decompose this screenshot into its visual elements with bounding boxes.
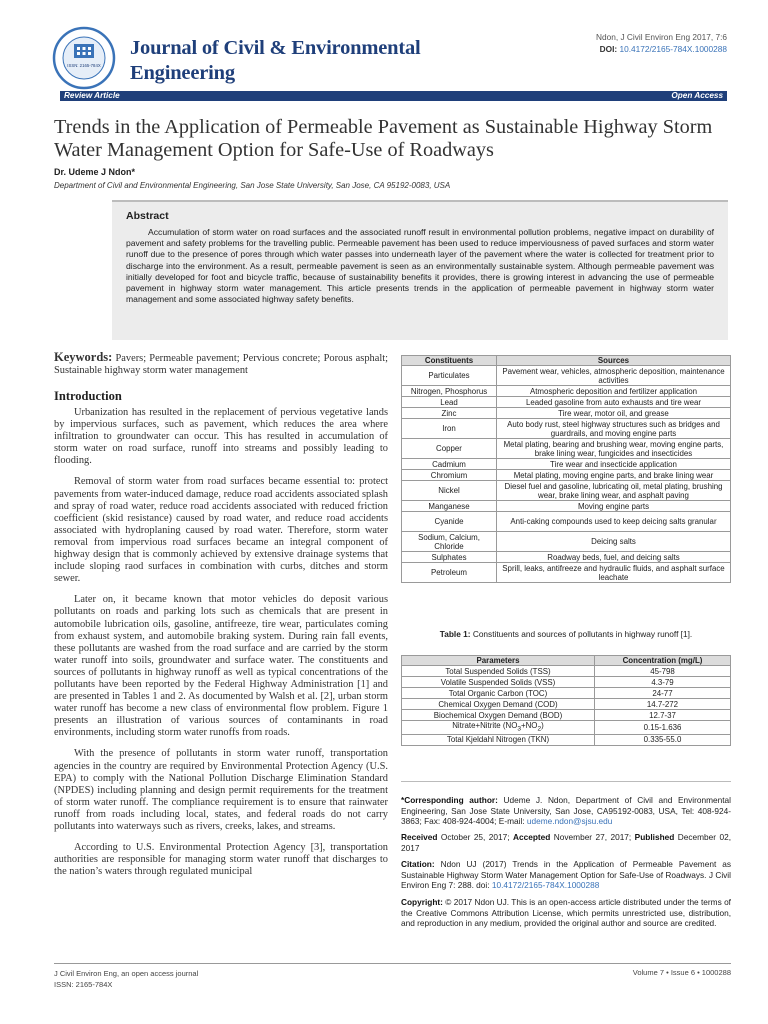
table-cell: Chromium (402, 470, 497, 481)
table-cell: Total Kjeldahl Nitrogen (TKN) (402, 734, 595, 745)
journal-logo (52, 26, 116, 90)
table-cell: Metal plating, moving engine parts, and brake lining wear (497, 470, 731, 481)
footer-journal: J Civil Environ Eng, an open access journal (54, 969, 199, 978)
intro-paragraph-4: With the presence of pollutants in storm water runoff, transportation agencies in the country are required by Environmental Protection Agency (U.S. EPA) to comply with the National Pollution Discharge Elimination Standard (NPDES) including planning and design permit requirements for the treatment of storm water runoff. The compliance requirement is to ensure that rainwater runoff from roads including local, states, and federal roads do not carry pollutants into waterways such as rivers, creeks, lakes, and streams. (54, 748, 388, 832)
author-name: Dr. Udeme J Ndon* (54, 167, 136, 177)
table-cell: Moving engine parts (497, 501, 731, 512)
doi-label: DOI: (599, 43, 618, 54)
table-cell: 12.7-37 (595, 710, 731, 721)
published-label: Published (634, 832, 675, 842)
keywords (54, 351, 388, 377)
table-cell: Metal plating, bearing and brushing wear, moving engine parts, brake lining wear, fungicides and insecticides (497, 439, 731, 459)
footer-left (54, 968, 198, 990)
table-cell: Sprill, leaks, antifreeze and hydraulic fluids, and asphalt surface leachate (497, 563, 731, 583)
table-cell: Nitrogen, Phosphorus (402, 386, 497, 397)
open-access-label: Open Access (671, 91, 723, 100)
table-cell: 45-798 (595, 666, 731, 677)
copyright-text: © 2017 Ndon UJ. This is an open-access article distributed under the terms of the Creative Commons Attribution License, which permits unrestricted use, distribution, and reproduction in any medium, provided the original author and source are credited. (401, 897, 731, 929)
table-row (402, 419, 731, 439)
table-cell: 24-77 (595, 688, 731, 699)
table-cell: Deicing salts (497, 532, 731, 552)
table-row (402, 677, 731, 688)
copyright-label: Copyright: (401, 897, 443, 907)
abstract-box (112, 200, 728, 340)
table-cell: Auto body rust, steel highway structures such as bridges and guardrails, and moving engine parts (497, 419, 731, 439)
table-row (402, 439, 731, 459)
table2-header: Parameters (402, 656, 595, 666)
journal-title (130, 36, 421, 86)
table-cell: Iron (402, 419, 497, 439)
table-cell: Total Suspended Solids (TSS) (402, 666, 595, 677)
table-row (402, 386, 731, 397)
table-row (402, 501, 731, 512)
author-affiliation: Department of Civil and Environmental Engineering, San Jose State University, San Jose, CA 95192-0083, USA (54, 181, 451, 190)
dates-note (401, 832, 731, 853)
table-cell: Chemical Oxygen Demand (COD) (402, 699, 595, 710)
table2-header: Concentration (mg/L) (595, 656, 731, 666)
citation-doi-link[interactable]: 10.4172/2165-784X.1000288 (491, 880, 600, 891)
doi-link[interactable]: 10.4172/2165-784X.1000288 (619, 43, 727, 54)
intro-paragraph-1: Urbanization has resulted in the replacement of pervious vegetative lands by impervious surfaces, such as pavement, which reduces the area where infiltration to groundwater can occur. This has resulted in accumulation of storm water on road surface, runoff into streams and possibly leading to flooding. (54, 407, 388, 467)
table-cell: Anti-caking compounds used to keep deicing salts granular (497, 512, 731, 532)
intro-paragraph-5: According to U.S. Environmental Protection Agency [3], transportation authorities are responsible for managing storm water runoff that discharges to the nation’s waters through regulated municipal (54, 842, 388, 878)
article-type-banner (60, 91, 727, 101)
table-row (402, 397, 731, 408)
citation-label: Citation: (401, 859, 435, 869)
table-cell: Biochemical Oxygen Demand (BOD) (402, 710, 595, 721)
keywords-text: Pavers; Permeable pavement; Pervious concrete; Porous asphalt; Sustainable highway storm water management (54, 353, 388, 377)
table1-header: Constituents (402, 356, 497, 366)
table-cell: Nickel (402, 481, 497, 501)
table-cell: 0.15-1.636 (595, 721, 731, 735)
intro-paragraph-2: Removal of storm water from road surfaces became essential to: protect pavements from water-induced damage, reduce road accidents associated splash and spray of road water, reduce road accidents associated with reduced friction coefficient (skid resistance) caused by road water, and reduce road accidents associated with hydroplaning caused by road water. Therefore, storm water removal from impervious road surfaces became an integral component of highway design that is commonly achieved by extensive drainage systems that include sloping raod surfaces in combination with curbs, ditches and storm sewer. (54, 476, 388, 585)
introduction-body (54, 407, 388, 887)
abstract-text: Accumulation of storm water on road surfaces and the associated runoff result in environmental pollution problems, negative impact on durability of pavement and safety problems for the travelling public. Permeable pavement has been used to reduce imperviousness of paved surfaces and storm water runoff due to the presence of pores through which water passes into underneath layer of the pavement where the water is collected for treatment prior to discharge into the environment. As a result, permeable pavement is seen as an environmentally sustainable system. Although permeable pavement was initially developed for foot and bicycle traffic, because of sustainability benefits it provides, there is growing interest in advancing the use of permeable pavement in highway storm water management. This article presents trends in the application of permeable pavement in highway storm water management and some associated highway safety benefits. (126, 227, 714, 305)
intro-paragraph-3: Later on, it became known that motor vehicles do deposit various pollutants on roads and parking lots such as chemicals that are present in automobile lubrication oils, gasoline, antifreeze, tire wear, particulates coming from exhaust system, and automobile braking system. During rain fall events, these pollutants are washed from the road surface and are carried by the storm water runoff into soils, groundwater and surface water. The constituents and sources of pollutants in highway runoff as well as typical concentrations of the pollutants have been reported by the Federal Highway Administration [1] and are presented in Tables 1 and 2. As documented by Walsh et al. [2], urban storm water runoff has become a new class of environmental flow problem. Figure 1 presents an illustration of various sources of contaminants in road environments, including storm water runoffs from roads. (54, 594, 388, 739)
accepted-label: Accepted (513, 832, 551, 842)
table-cell: Manganese (402, 501, 497, 512)
table-row (402, 710, 731, 721)
received-label: Received (401, 832, 438, 842)
table-cell: Volatile Suspended Solids (VSS) (402, 677, 595, 688)
table-cell: Lead (402, 397, 497, 408)
table-cell: Cyanide (402, 512, 497, 532)
table-row (402, 481, 731, 501)
table-cell: Nitrate+Nitrite $(NO_3+NO_2)$ (402, 721, 595, 735)
notes-divider (401, 781, 731, 782)
copyright-note (401, 897, 731, 929)
table-cell: Petroleum (402, 563, 497, 583)
paper-title: Trends in the Application of Permeable Pavement as Sustainable Highway Storm Water Management Option for Safe-Use of Roadways (54, 116, 713, 161)
table-cell: Roadway beds, fuel, and deicing salts (497, 552, 731, 563)
table-row (402, 552, 731, 563)
table-cell: Copper (402, 439, 497, 459)
table-row (402, 512, 731, 532)
table-cell: Tire wear, motor oil, and grease (497, 408, 731, 419)
abstract-heading: Abstract (126, 210, 169, 222)
footer-issn: ISSN: 2165-784X (54, 980, 113, 989)
received-date: October 25, 2017; (437, 832, 513, 842)
citation-note (401, 859, 731, 891)
table-1-caption-text: Constituents and sources of pollutants in highway runoff [1]. (470, 629, 693, 639)
accepted-date: November 27, 2017; (550, 832, 635, 842)
table-cell: Sodium, Calcium, Chloride (402, 532, 497, 552)
article-type: Review Article (64, 91, 120, 100)
table-cell: 4.3-79 (595, 677, 731, 688)
table-row (402, 532, 731, 552)
introduction-heading: Introduction (54, 389, 122, 403)
table-cell: 14.7-272 (595, 699, 731, 710)
corr-text: Udeme J. Ndon, Department of Civil and Environmental Engineering, San Jose State University, San Jose, CA95192-0083, USA, Tel: 408-924-3863; Fax: 408-924-4004; E-mail: (401, 795, 731, 827)
table-1-caption-label: Table 1: (439, 629, 471, 639)
table-cell: Leaded gasoline from auto exhausts and tire wear (497, 397, 731, 408)
published-date: December 02, 2017 (401, 832, 732, 853)
footer-volume: Volume 7 • Issue 6 • 1000288 (632, 968, 731, 977)
table-row (402, 470, 731, 481)
table-2 (401, 655, 731, 746)
table-row (402, 563, 731, 583)
table-row (402, 459, 731, 470)
table-row (402, 366, 731, 386)
table-1 (401, 355, 731, 583)
journal-title-line1: Journal of Civil & Environmental (130, 37, 421, 59)
table-row (402, 688, 731, 699)
table-row (402, 666, 731, 677)
table-row (402, 408, 731, 419)
corr-label: *Corresponding author: (401, 795, 498, 805)
table-cell: Diesel fuel and gasoline, lubricating oil, metal plating, brushing wear, brake lining wear, and asphalt paving (497, 481, 731, 501)
table-cell: Atmospheric deposition and fertilizer application (497, 386, 731, 397)
citation-text: Ndon UJ (2017) Trends in the Application of Permeable Pavement as Sustainable Highway Storm Water Management Option for Safe-Use of Roadways. J Civil Environ Eng 7: 288. doi: (401, 859, 731, 891)
journal-title-line2: Engineering (130, 62, 235, 84)
table-row (402, 721, 731, 735)
table-cell: Pavement wear, vehicles, atmospheric deposition, maintenance activities (497, 366, 731, 386)
email-link[interactable]: udeme.ndon@sjsu.edu (526, 816, 613, 827)
table1-header: Sources (497, 356, 731, 366)
table-1-caption (401, 629, 731, 639)
table-cell: Cadmium (402, 459, 497, 470)
footer-divider (54, 963, 731, 964)
citation-header (596, 32, 727, 55)
table-cell: 0.335-55.0 (595, 734, 731, 745)
table-cell: Zinc (402, 408, 497, 419)
table-cell: Tire wear and insecticide application (497, 459, 731, 470)
keywords-label: Keywords: (54, 350, 113, 364)
table-cell: Sulphates (402, 552, 497, 563)
table-row (402, 734, 731, 745)
corresponding-author-note (401, 795, 731, 827)
header-citation: Ndon, J Civil Environ Eng 2017, 7:6 (596, 32, 727, 42)
logo-issn: ISSN: 2165-784X (67, 63, 101, 68)
table-cell: Particulates (402, 366, 497, 386)
table-cell: Total Organic Carbon (TOC) (402, 688, 595, 699)
table-row (402, 699, 731, 710)
